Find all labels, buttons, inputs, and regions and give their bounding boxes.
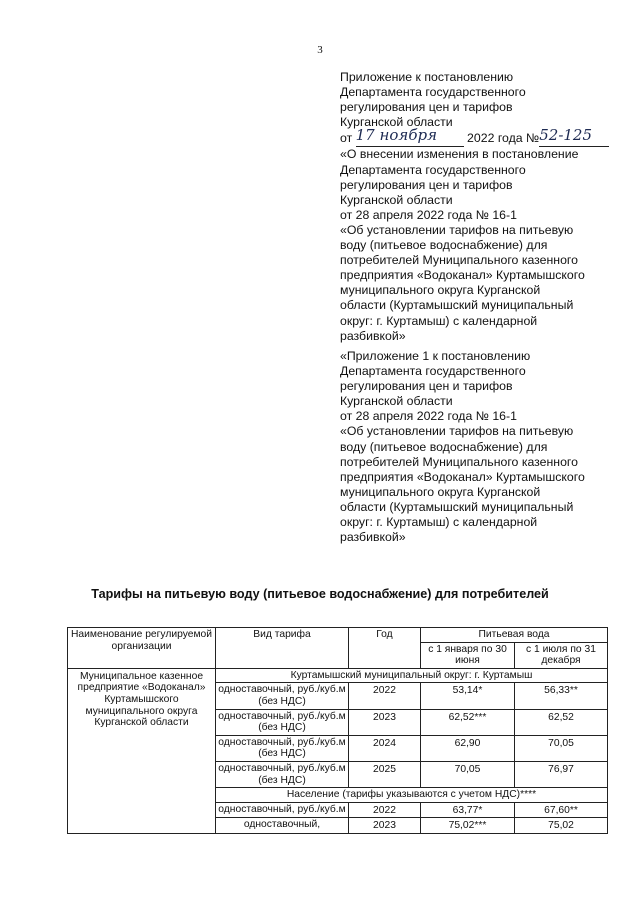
- table-band-row: [68, 668, 608, 683]
- appendix-line: Департамента государственного: [340, 162, 526, 177]
- period1-cell: 75,02***: [421, 818, 515, 834]
- appendix-line: воду (питьевое водоснабжение) для: [340, 439, 548, 454]
- appendix-line: потребителей Муниципального казенного: [340, 253, 578, 268]
- period1-cell: 53,14*: [421, 683, 515, 709]
- table-header-row: [68, 628, 608, 643]
- tariff-type-cell: одноставочный, руб./куб.м (без НДС): [216, 761, 349, 787]
- period2-cell: 56,33**: [515, 683, 608, 709]
- tariff-type-cell: одноставочный, руб./куб.м (без НДС): [216, 683, 349, 709]
- period2-cell: 62,52: [515, 709, 608, 735]
- header-period-1: с 1 января по 30 июня: [421, 642, 515, 668]
- header-tariff-type: Вид тарифа: [216, 628, 349, 669]
- handwritten-date: 17 ноября: [355, 126, 438, 145]
- appendix-line: Курганской области: [340, 115, 453, 130]
- year-cell: 2025: [349, 761, 421, 787]
- appendix-line: «Об установлении тарифов на питьевую: [340, 222, 574, 237]
- year-cell: 2023: [349, 709, 421, 735]
- tariff-type-cell: одноставочный, руб./куб.м: [216, 802, 349, 818]
- header-period-2: с 1 июля по 31 декабря: [515, 642, 608, 668]
- period1-cell: 62,90: [421, 735, 515, 761]
- appendix-line: от 28 апреля 2022 года № 16-1: [340, 409, 517, 424]
- appendix-line: предприятия «Водоканал» Куртамышского: [340, 268, 585, 283]
- year-cell: 2024: [349, 735, 421, 761]
- appendix-line: «О внесении изменения в постановление: [340, 147, 579, 162]
- appendix-line: Приложение к постановлению: [340, 70, 514, 84]
- period1-cell: 70,05: [421, 761, 515, 787]
- tariff-type-cell: одноставочный,: [216, 818, 349, 834]
- appendix-line: «Об установлении тарифов на питьевую: [340, 424, 574, 439]
- appendix-line: регулирования цен и тарифов: [340, 379, 513, 394]
- band-population: Население (тарифы указываются с учетом НДС)****: [216, 788, 608, 803]
- appendix-line: области (Куртамышский муниципальный: [340, 499, 574, 514]
- appendix-line: от 28 апреля 2022 года № 16-1: [340, 207, 517, 222]
- number-blank: [539, 126, 609, 147]
- year-cell: 2022: [349, 683, 421, 709]
- band-region: Куртамышский муниципальный округ: г. Куртамыш: [216, 668, 608, 683]
- appendix-line: регулирования цен и тарифов: [340, 100, 513, 115]
- tariff-type-cell: одноставочный, руб./куб.м (без НДС): [216, 735, 349, 761]
- appendix-line: округ: г. Куртамыш) с календарной: [340, 515, 538, 530]
- appendix-header-block: [340, 70, 625, 344]
- page-number: 3: [317, 44, 323, 56]
- tariff-type-cell: одноставочный, руб./куб.м (без НДС): [216, 709, 349, 735]
- year-text: 2022 года №: [467, 131, 540, 146]
- appendix-line: муниципального округа Курганской: [340, 484, 541, 499]
- appendix-quoted-block: [340, 349, 625, 545]
- period2-cell: 75,02: [515, 818, 608, 834]
- appendix-date-line: [340, 126, 625, 147]
- org-name-cell: Муниципальное казенное предприятие «Водоканал» Куртамышского муниципального округа Курганской области: [68, 668, 216, 833]
- appendix-line: разбивкой»: [340, 328, 406, 343]
- appendix-line: Департамента государственного: [340, 364, 526, 379]
- appendix-line: Курганской области: [340, 394, 453, 409]
- table-title: Тарифы на питьевую воду (питьевое водоснабжение) для потребителей: [91, 587, 549, 601]
- appendix-line: Курганской области: [340, 192, 453, 207]
- appendix-line: предприятия «Водоканал» Куртамышского: [340, 469, 585, 484]
- period1-cell: 62,52***: [421, 709, 515, 735]
- date-blank: [355, 126, 464, 147]
- header-year: Год: [349, 628, 421, 669]
- appendix-line: потребителей Муниципального казенного: [340, 454, 578, 469]
- period2-cell: 76,97: [515, 761, 608, 787]
- appendix-line: Департамента государственного: [340, 85, 526, 100]
- period1-cell: 63,77*: [421, 802, 515, 818]
- handwritten-number: 52-125: [539, 126, 593, 145]
- tariff-table: [67, 627, 608, 834]
- year-cell: 2022: [349, 802, 421, 818]
- appendix-line: округ: г. Куртамыш) с календарной: [340, 313, 538, 328]
- appendix-line: регулирования цен и тарифов: [340, 177, 513, 192]
- year-cell: 2023: [349, 818, 421, 834]
- appendix-line: муниципального округа Курганской: [340, 283, 541, 298]
- period2-cell: 70,05: [515, 735, 608, 761]
- header-water: Питьевая вода: [421, 628, 608, 643]
- appendix-line: разбивкой»: [340, 530, 406, 545]
- period2-cell: 67,60**: [515, 802, 608, 818]
- appendix-line: области (Куртамышский муниципальный: [340, 298, 574, 313]
- date-prefix: от: [340, 131, 353, 146]
- appendix-line: «Приложение 1 к постановлению: [340, 349, 531, 363]
- header-org: Наименование регулируемой организации: [68, 628, 216, 669]
- appendix-line: воду (питьевое водоснабжение) для: [340, 238, 548, 253]
